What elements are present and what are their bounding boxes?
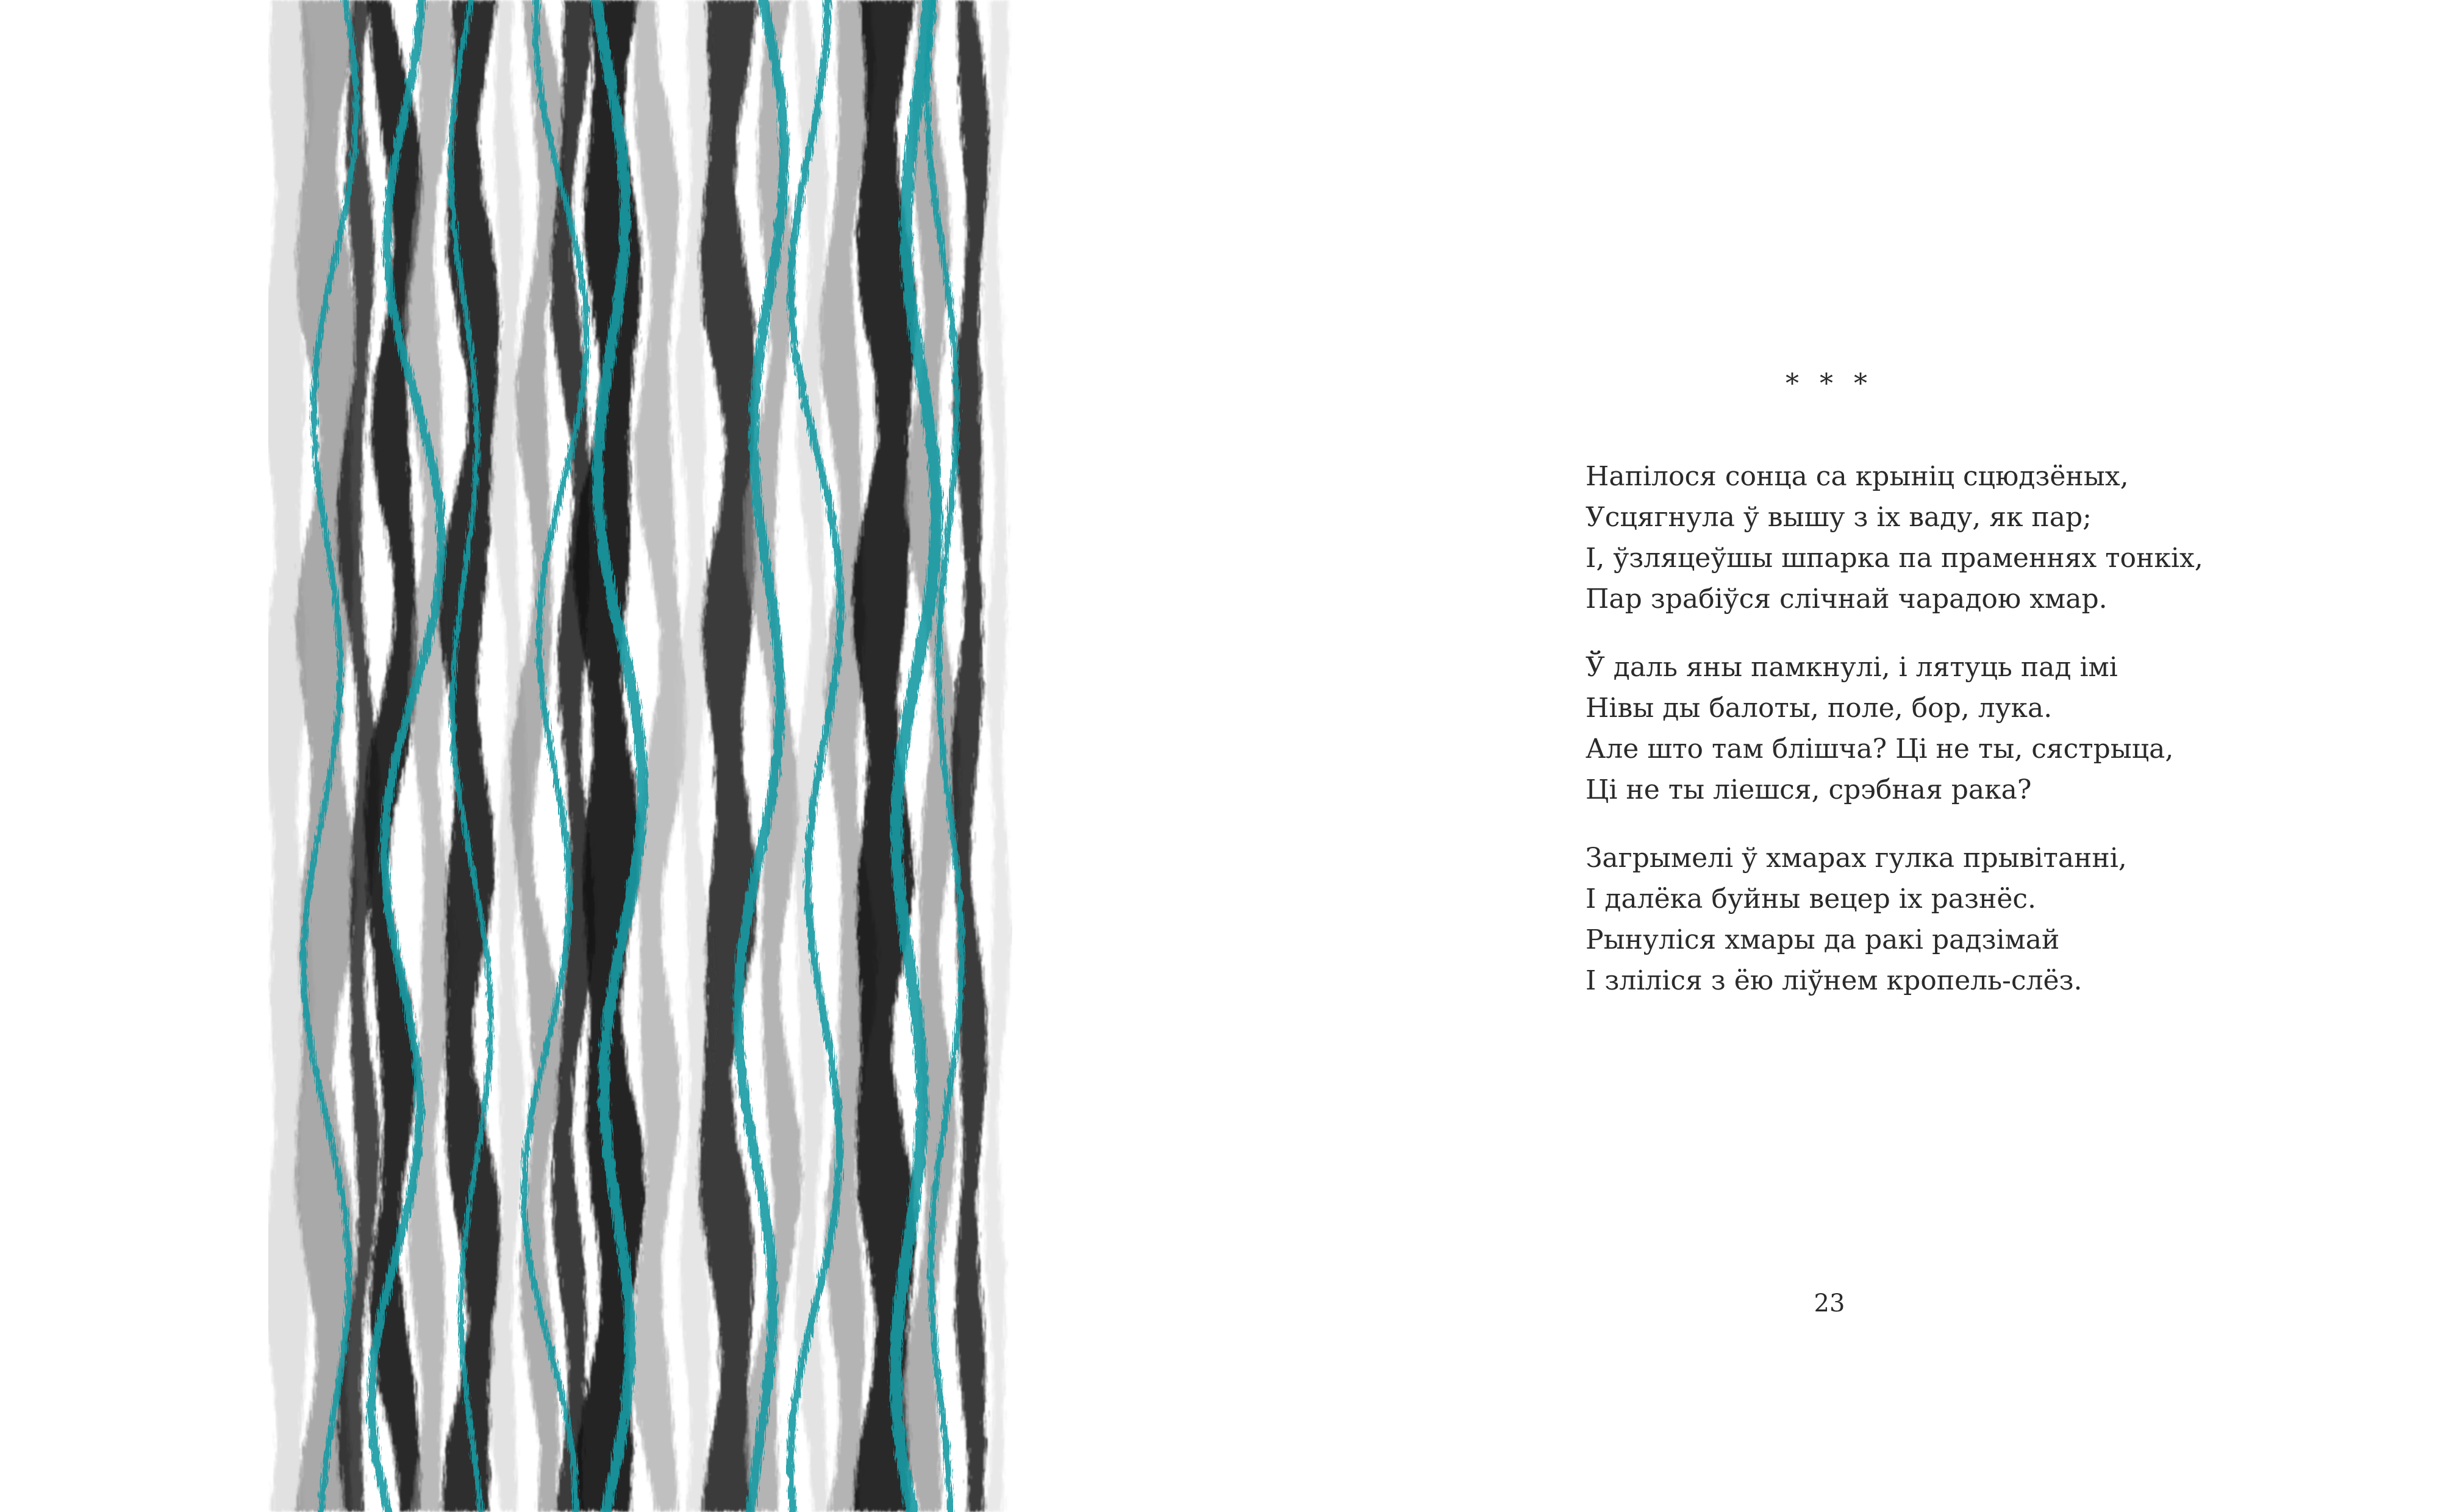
brush-stroke: [699, 0, 759, 1512]
poem-line: І, ўзляцеўшы шпарка па праменнях тонкіх,: [1586, 543, 2203, 574]
poem-line: Рынуліся хмары да ракі радзімай: [1586, 924, 2060, 955]
stanza-1: [1586, 456, 2378, 619]
poem-body: [1586, 456, 2378, 1029]
poem-line: Загрымелі ў хмарах гулка прывітанні,: [1586, 843, 2127, 874]
poem-line: І зліліся з ёю ліўнем кропель-слёз.: [1586, 965, 2083, 996]
poem-line: Усцягнула ў вышу з іх ваду, як пар;: [1586, 502, 2092, 533]
brush-stroke: [439, 0, 501, 1512]
poem-line: Ў даль яны памкнулі, і лятуць пад імі: [1586, 652, 2118, 683]
poem-line: І далёка буйны вецер іх разнёс.: [1586, 883, 2036, 915]
brush-strokes-drawing: [268, 0, 1012, 1512]
poem-line: Пар зрабіўся слічнай чарадою хмар.: [1586, 583, 2108, 615]
stanza-3: [1586, 838, 2378, 1001]
poem-line: Напілося сонца са крыніц сцюдзёных,: [1586, 461, 2129, 492]
brush-stroke: [983, 0, 1012, 1512]
poem-page: [1586, 0, 2378, 1512]
page-number: 23: [1814, 1289, 1845, 1318]
poem-line: Ці не ты ліешся, срэбная рака?: [1586, 774, 2032, 805]
poem-line: Нівы ды балоты, поле, бор, лука.: [1586, 693, 2053, 724]
stanza-2: [1586, 647, 2378, 810]
poem-line: Але што там блішча? Ці не ты, сястрыца,: [1586, 733, 2174, 765]
rain-stripes-illustration: [268, 0, 1012, 1512]
brush-stroke: [951, 0, 990, 1512]
section-ornament: * * *: [1786, 368, 1873, 399]
